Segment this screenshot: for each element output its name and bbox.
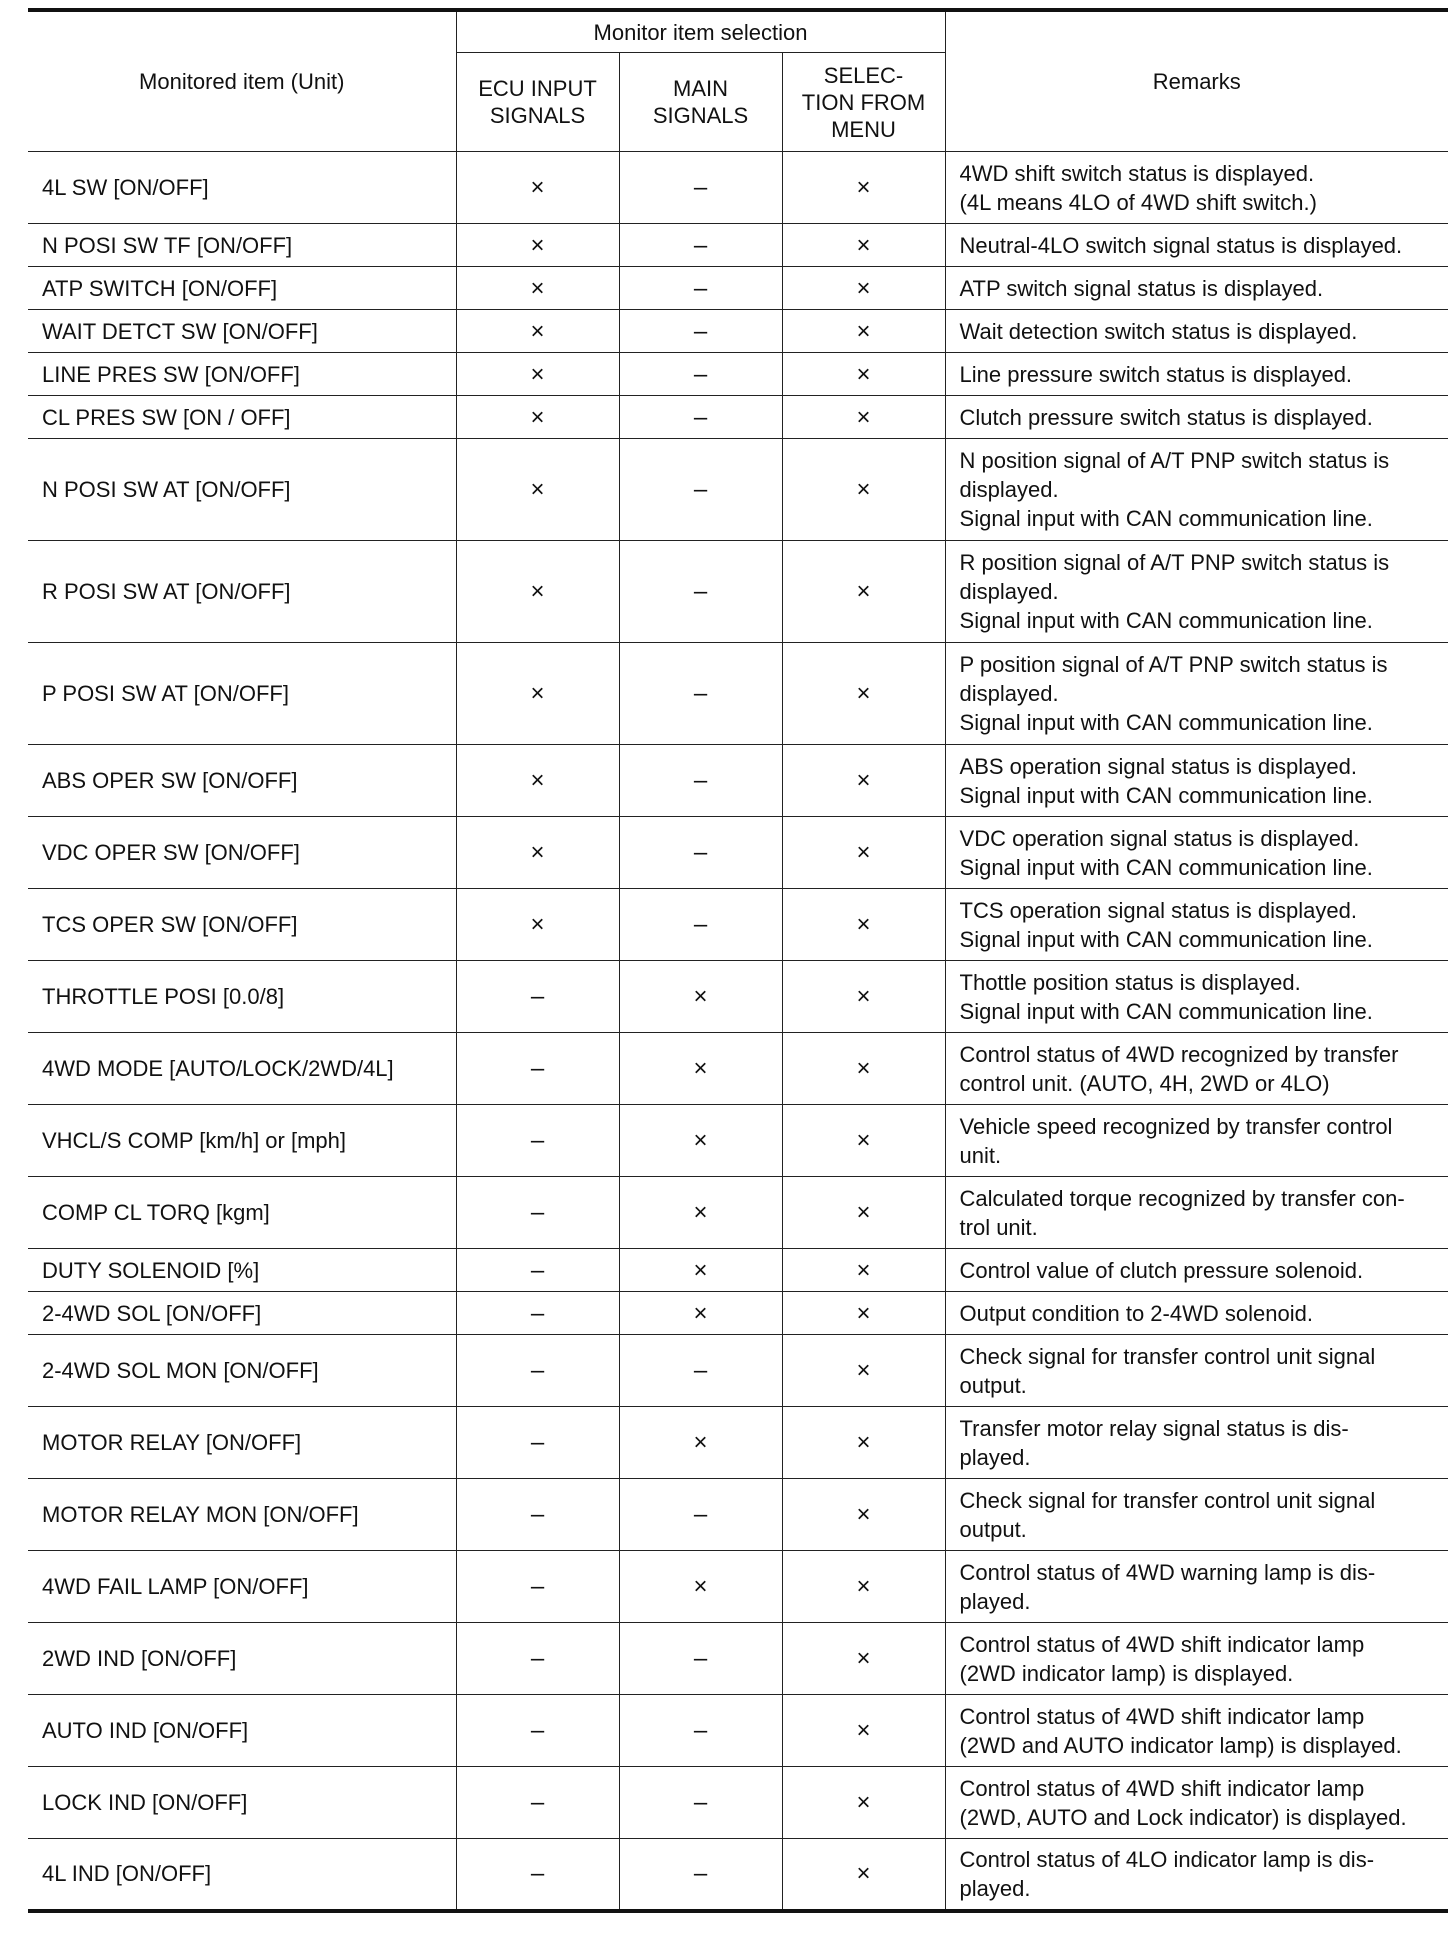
main-signals-mark: – xyxy=(619,439,782,541)
main-signals-mark: – xyxy=(619,745,782,817)
main-signals-mark: × xyxy=(619,1249,782,1292)
ecu-input-mark: – xyxy=(456,1292,619,1335)
remarks-cell xyxy=(945,267,1448,310)
ecu-input-mark: – xyxy=(456,1407,619,1479)
header-monitored-item: Monitored item (Unit) xyxy=(28,10,456,152)
remarks-cell xyxy=(945,1292,1448,1335)
remark-line: played. xyxy=(959,1588,1031,1614)
ecu-input-mark: × xyxy=(456,745,619,817)
remarks-cell xyxy=(945,961,1448,1033)
remark-line: played. xyxy=(959,1444,1031,1470)
table-row xyxy=(28,1695,1448,1767)
monitor-item-table xyxy=(28,8,1448,1913)
remark-line: Line pressure switch status is displayed. xyxy=(959,361,1353,387)
ecu-input-mark: × xyxy=(456,267,619,310)
table-row xyxy=(28,396,1448,439)
ecu-input-mark: – xyxy=(456,961,619,1033)
main-signals-mark: – xyxy=(619,817,782,889)
selection-menu-mark: × xyxy=(782,1407,945,1479)
monitored-item: LINE PRES SW [ON/OFF] xyxy=(28,353,456,396)
table-row xyxy=(28,643,1448,745)
header-main-signals xyxy=(619,53,782,152)
header-menu-line-1: SELEC- xyxy=(823,62,904,88)
header-monitor-item-selection: Monitor item selection xyxy=(456,10,945,53)
main-signals-mark: × xyxy=(619,1105,782,1177)
ecu-input-mark: – xyxy=(456,1839,619,1911)
table-row xyxy=(28,1479,1448,1551)
monitored-item: 4WD MODE [AUTO/LOCK/2WD/4L] xyxy=(28,1033,456,1105)
remark-line: Control status of 4WD warning lamp is dis- xyxy=(959,1559,1376,1585)
monitored-item: VHCL/S COMP [km/h] or [mph] xyxy=(28,1105,456,1177)
remark-line: VDC operation signal status is displayed. xyxy=(959,825,1360,851)
monitored-item: N POSI SW TF [ON/OFF] xyxy=(28,224,456,267)
monitored-item: THROTTLE POSI [0.0/8] xyxy=(28,961,456,1033)
table-row xyxy=(28,745,1448,817)
monitored-item: MOTOR RELAY [ON/OFF] xyxy=(28,1407,456,1479)
table-row xyxy=(28,1407,1448,1479)
ecu-input-mark: – xyxy=(456,1335,619,1407)
remarks-cell xyxy=(945,1839,1448,1911)
main-signals-mark: – xyxy=(619,1623,782,1695)
selection-menu-mark: × xyxy=(782,439,945,541)
remark-line: Calculated torque recognized by transfer con- xyxy=(959,1185,1405,1211)
remark-line: output. xyxy=(959,1516,1027,1542)
table-row xyxy=(28,1177,1448,1249)
ecu-input-mark: × xyxy=(456,889,619,961)
remark-line: played. xyxy=(959,1875,1031,1901)
remark-line: N position signal of A/T PNP switch status is xyxy=(959,448,1390,473)
main-signals-mark: – xyxy=(619,152,782,224)
ecu-input-mark: × xyxy=(456,152,619,224)
monitored-item: 2-4WD SOL MON [ON/OFF] xyxy=(28,1335,456,1407)
header-menu-line-2: TION FROM xyxy=(801,89,926,115)
main-signals-mark: – xyxy=(619,1767,782,1839)
remarks-cell xyxy=(945,152,1448,224)
main-signals-mark: – xyxy=(619,541,782,643)
ecu-input-mark: × xyxy=(456,224,619,267)
remarks-cell xyxy=(945,439,1448,541)
monitored-item: 4WD FAIL LAMP [ON/OFF] xyxy=(28,1551,456,1623)
table-row xyxy=(28,152,1448,224)
remarks-cell xyxy=(945,541,1448,643)
table-row xyxy=(28,1292,1448,1335)
table-row xyxy=(28,1623,1448,1695)
ecu-input-mark: – xyxy=(456,1623,619,1695)
selection-menu-mark: × xyxy=(782,1623,945,1695)
table-row xyxy=(28,310,1448,353)
monitor-item-table-page xyxy=(28,8,1448,1913)
selection-menu-mark: × xyxy=(782,152,945,224)
table-row xyxy=(28,224,1448,267)
monitored-item: ABS OPER SW [ON/OFF] xyxy=(28,745,456,817)
selection-menu-mark: × xyxy=(782,1839,945,1911)
selection-menu-mark: × xyxy=(782,310,945,353)
selection-menu-mark: × xyxy=(782,643,945,745)
header-main-line-1: MAIN xyxy=(673,76,728,101)
monitored-item: P POSI SW AT [ON/OFF] xyxy=(28,643,456,745)
table-row xyxy=(28,961,1448,1033)
table-row xyxy=(28,353,1448,396)
remarks-cell xyxy=(945,1249,1448,1292)
main-signals-mark: × xyxy=(619,1177,782,1249)
selection-menu-mark: × xyxy=(782,396,945,439)
monitored-item: 4L IND [ON/OFF] xyxy=(28,1839,456,1911)
main-signals-mark: – xyxy=(619,889,782,961)
monitored-item: CL PRES SW [ON / OFF] xyxy=(28,396,456,439)
monitored-item: VDC OPER SW [ON/OFF] xyxy=(28,817,456,889)
ecu-input-mark: – xyxy=(456,1695,619,1767)
remark-line: displayed. xyxy=(959,579,1059,604)
remark-line: Vehicle speed recognized by transfer control xyxy=(959,1113,1393,1139)
remarks-cell xyxy=(945,817,1448,889)
remark-line: TCS operation signal status is displayed. xyxy=(959,897,1357,923)
selection-menu-mark: × xyxy=(782,1335,945,1407)
selection-menu-mark: × xyxy=(782,1177,945,1249)
remark-line: displayed. xyxy=(959,477,1059,502)
selection-menu-mark: × xyxy=(782,1249,945,1292)
remarks-cell xyxy=(945,224,1448,267)
ecu-input-mark: × xyxy=(456,310,619,353)
remark-line: (2WD indicator lamp) is displayed. xyxy=(959,1660,1294,1686)
monitored-item: 4L SW [ON/OFF] xyxy=(28,152,456,224)
remarks-cell xyxy=(945,1551,1448,1623)
remark-line: trol unit. xyxy=(959,1214,1038,1240)
selection-menu-mark: × xyxy=(782,224,945,267)
remarks-cell xyxy=(945,1407,1448,1479)
main-signals-mark: × xyxy=(619,1033,782,1105)
monitored-item: R POSI SW AT [ON/OFF] xyxy=(28,541,456,643)
remark-line: Signal input with CAN communication line. xyxy=(959,710,1373,735)
monitored-item: WAIT DETCT SW [ON/OFF] xyxy=(28,310,456,353)
monitored-item: TCS OPER SW [ON/OFF] xyxy=(28,889,456,961)
table-row xyxy=(28,1249,1448,1292)
ecu-input-mark: – xyxy=(456,1033,619,1105)
remark-line: control unit. (AUTO, 4H, 2WD or 4LO) xyxy=(959,1070,1330,1096)
selection-menu-mark: × xyxy=(782,889,945,961)
remarks-cell xyxy=(945,1177,1448,1249)
main-signals-mark: – xyxy=(619,224,782,267)
ecu-input-mark: – xyxy=(456,1479,619,1551)
monitored-item: MOTOR RELAY MON [ON/OFF] xyxy=(28,1479,456,1551)
remark-line: (2WD and AUTO indicator lamp) is displayed. xyxy=(959,1732,1402,1758)
remark-line: Thottle position status is displayed. xyxy=(959,969,1301,995)
main-signals-mark: × xyxy=(619,1292,782,1335)
remarks-cell xyxy=(945,1105,1448,1177)
table-row xyxy=(28,1033,1448,1105)
header-main-line-2: SIGNALS xyxy=(652,103,749,128)
table-row xyxy=(28,1335,1448,1407)
monitored-item: DUTY SOLENOID [%] xyxy=(28,1249,456,1292)
header-remarks: Remarks xyxy=(945,10,1448,152)
remark-line: Signal input with CAN communication line. xyxy=(959,608,1373,633)
selection-menu-mark: × xyxy=(782,267,945,310)
ecu-input-mark: – xyxy=(456,1767,619,1839)
remark-line: ATP switch signal status is displayed. xyxy=(959,275,1324,301)
selection-menu-mark: × xyxy=(782,1695,945,1767)
remarks-cell xyxy=(945,1479,1448,1551)
monitored-item: 2-4WD SOL [ON/OFF] xyxy=(28,1292,456,1335)
monitored-item: COMP CL TORQ [kgm] xyxy=(28,1177,456,1249)
ecu-input-mark: × xyxy=(456,353,619,396)
remark-line: output. xyxy=(959,1372,1027,1398)
selection-menu-mark: × xyxy=(782,353,945,396)
table-row xyxy=(28,889,1448,961)
remarks-cell xyxy=(945,396,1448,439)
selection-menu-mark: × xyxy=(782,1033,945,1105)
remarks-cell xyxy=(945,353,1448,396)
selection-menu-mark: × xyxy=(782,541,945,643)
remark-line: Check signal for transfer control unit signal xyxy=(959,1487,1376,1513)
remark-line: Check signal for transfer control unit signal xyxy=(959,1343,1376,1369)
main-signals-mark: – xyxy=(619,643,782,745)
table-row xyxy=(28,1839,1448,1911)
remark-line: (2WD, AUTO and Lock indicator) is displayed. xyxy=(959,1804,1407,1830)
monitored-item: ATP SWITCH [ON/OFF] xyxy=(28,267,456,310)
remarks-cell xyxy=(945,1335,1448,1407)
selection-menu-mark: × xyxy=(782,1767,945,1839)
monitored-item: 2WD IND [ON/OFF] xyxy=(28,1623,456,1695)
ecu-input-mark: × xyxy=(456,643,619,745)
selection-menu-mark: × xyxy=(782,961,945,1033)
remark-line: Signal input with CAN communication line. xyxy=(959,782,1373,808)
remark-line: Transfer motor relay signal status is dis- xyxy=(959,1415,1349,1441)
table-row xyxy=(28,1551,1448,1623)
remarks-cell xyxy=(945,1623,1448,1695)
main-signals-mark: – xyxy=(619,1335,782,1407)
ecu-input-mark: – xyxy=(456,1551,619,1623)
header-ecu-line-1: ECU INPUT xyxy=(478,76,597,101)
remarks-cell xyxy=(945,1033,1448,1105)
ecu-input-mark: × xyxy=(456,817,619,889)
table-row xyxy=(28,817,1448,889)
remark-line: Neutral-4LO switch signal status is displayed. xyxy=(959,232,1403,258)
remarks-cell xyxy=(945,1767,1448,1839)
remarks-cell xyxy=(945,1695,1448,1767)
remark-line: (4L means 4LO of 4WD shift switch.) xyxy=(959,189,1317,215)
ecu-input-mark: × xyxy=(456,439,619,541)
header-ecu-line-2: SIGNALS xyxy=(489,103,586,128)
main-signals-mark: × xyxy=(619,961,782,1033)
table-row xyxy=(28,1105,1448,1177)
table-row xyxy=(28,267,1448,310)
table-body xyxy=(28,152,1448,1911)
table-row xyxy=(28,1767,1448,1839)
monitored-item: N POSI SW AT [ON/OFF] xyxy=(28,439,456,541)
header-selection-from-menu xyxy=(782,53,945,152)
main-signals-mark: × xyxy=(619,1407,782,1479)
table-header xyxy=(28,10,1448,152)
selection-menu-mark: × xyxy=(782,745,945,817)
remarks-cell xyxy=(945,889,1448,961)
remark-line: Clutch pressure switch status is displayed. xyxy=(959,404,1373,430)
remark-line: Control status of 4WD shift indicator lamp xyxy=(959,1775,1365,1801)
remark-line: unit. xyxy=(959,1142,1002,1168)
remark-line: Control status of 4LO indicator lamp is dis- xyxy=(959,1846,1375,1872)
remark-line: Signal input with CAN communication line. xyxy=(959,926,1373,952)
remark-line: ABS operation signal status is displayed. xyxy=(959,753,1357,779)
main-signals-mark: – xyxy=(619,396,782,439)
main-signals-mark: – xyxy=(619,267,782,310)
remark-line: P position signal of A/T PNP switch status is xyxy=(959,652,1388,677)
ecu-input-mark: – xyxy=(456,1105,619,1177)
remark-line: Signal input with CAN communication line. xyxy=(959,506,1373,531)
selection-menu-mark: × xyxy=(782,817,945,889)
remark-line: Wait detection switch status is displayed. xyxy=(959,318,1358,344)
main-signals-mark: – xyxy=(619,1695,782,1767)
selection-menu-mark: × xyxy=(782,1479,945,1551)
table-row xyxy=(28,541,1448,643)
remarks-cell xyxy=(945,310,1448,353)
monitored-item: AUTO IND [ON/OFF] xyxy=(28,1695,456,1767)
remark-line: Control status of 4WD recognized by transfer xyxy=(959,1041,1399,1067)
remark-line: R position signal of A/T PNP switch status is xyxy=(959,550,1390,575)
ecu-input-mark: × xyxy=(456,396,619,439)
main-signals-mark: – xyxy=(619,1479,782,1551)
remark-line: Output condition to 2-4WD solenoid. xyxy=(959,1300,1313,1326)
remark-line: Control status of 4WD shift indicator lamp xyxy=(959,1703,1365,1729)
remark-line: Signal input with CAN communication line. xyxy=(959,854,1373,880)
selection-menu-mark: × xyxy=(782,1292,945,1335)
selection-menu-mark: × xyxy=(782,1551,945,1623)
header-ecu-input-signals xyxy=(456,53,619,152)
remark-line: Control status of 4WD shift indicator lamp xyxy=(959,1631,1365,1657)
table-row xyxy=(28,439,1448,541)
remark-line: Control value of clutch pressure solenoid. xyxy=(959,1257,1364,1283)
header-menu-line-3: MENU xyxy=(831,116,896,142)
remarks-cell xyxy=(945,745,1448,817)
ecu-input-mark: × xyxy=(456,541,619,643)
main-signals-mark: – xyxy=(619,1839,782,1911)
main-signals-mark: – xyxy=(619,353,782,396)
ecu-input-mark: – xyxy=(456,1249,619,1292)
remark-line: 4WD shift switch status is displayed. xyxy=(959,160,1315,186)
main-signals-mark: × xyxy=(619,1551,782,1623)
monitored-item: LOCK IND [ON/OFF] xyxy=(28,1767,456,1839)
selection-menu-mark: × xyxy=(782,1105,945,1177)
remark-line: displayed. xyxy=(959,681,1059,706)
remarks-cell xyxy=(945,643,1448,745)
remark-line: Signal input with CAN communication line. xyxy=(959,998,1373,1024)
ecu-input-mark: – xyxy=(456,1177,619,1249)
main-signals-mark: – xyxy=(619,310,782,353)
